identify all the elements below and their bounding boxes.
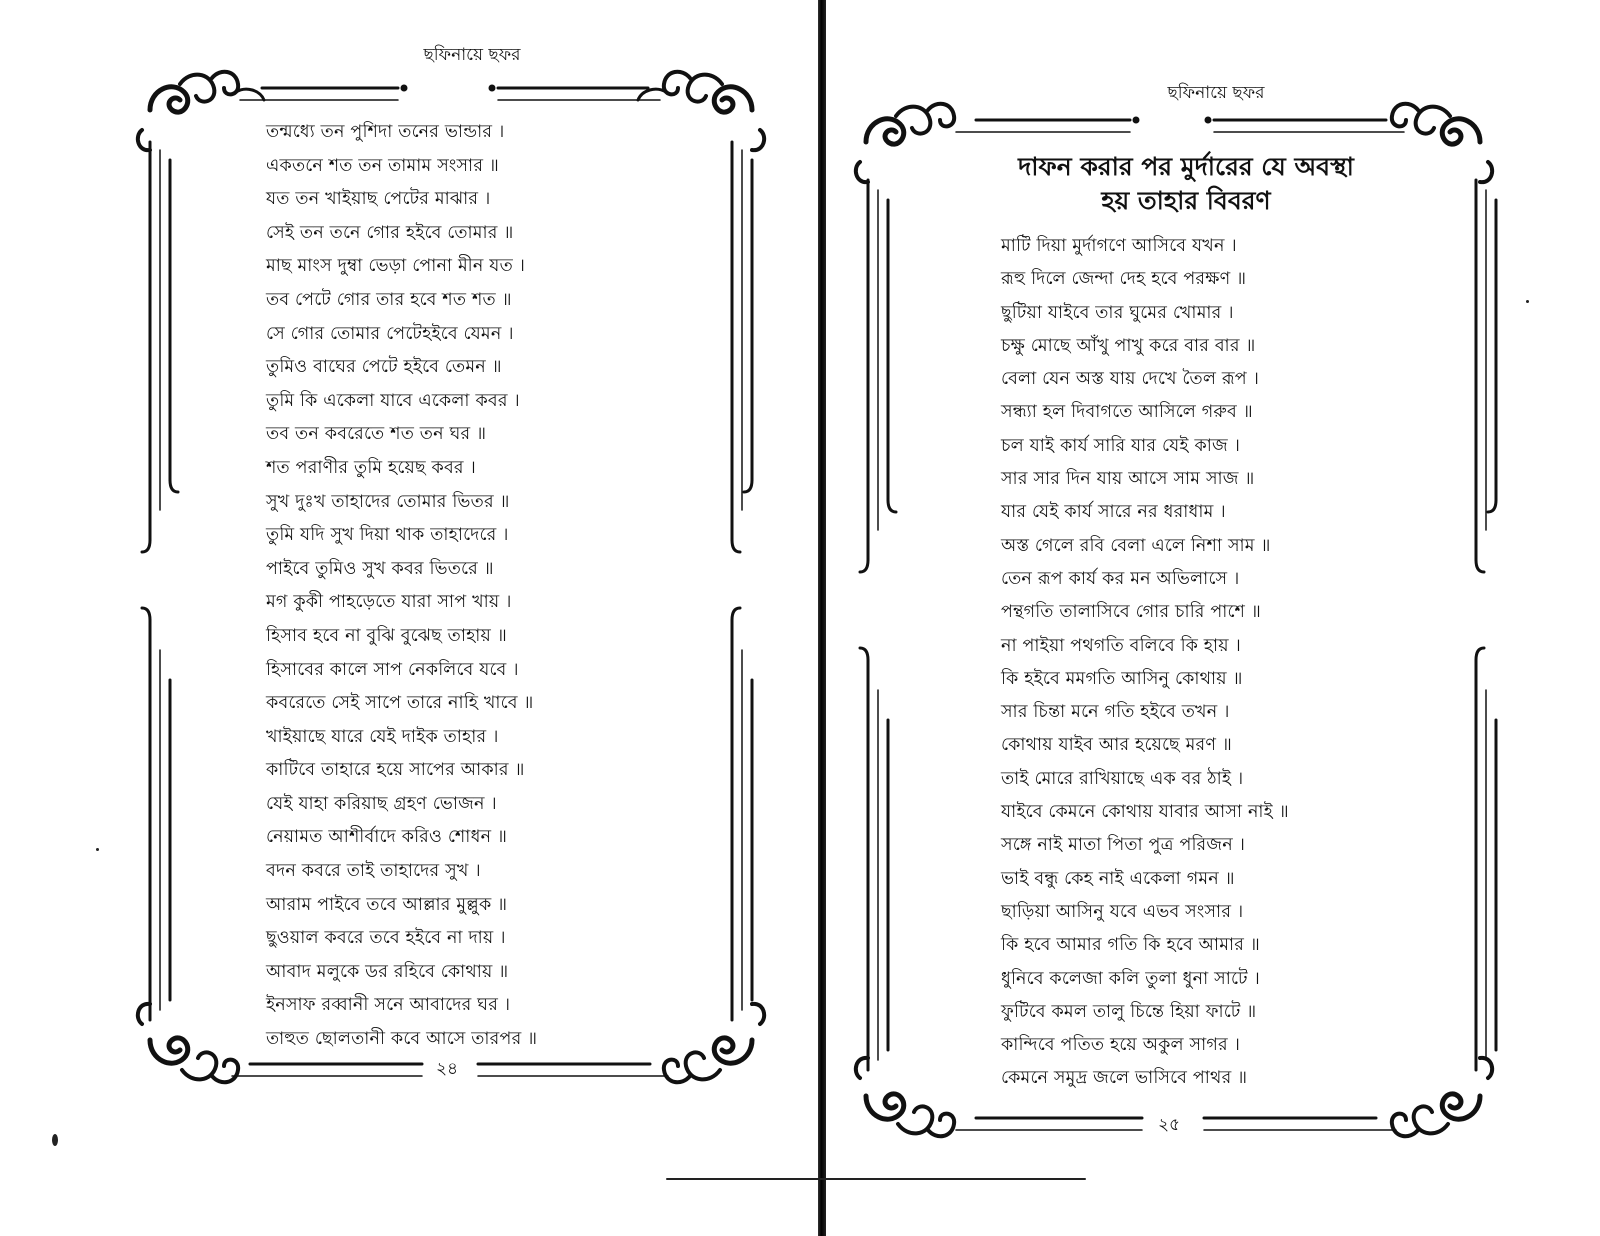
verse-line: তুমি যদি সুখ দিয়া থাক তাহাদেরে । — [266, 525, 509, 546]
running-head: ছফিনায়ে ছফর — [423, 45, 521, 65]
book-gutter — [818, 0, 826, 1236]
verse-line: রূহু দিলে জেন্দা দেহ হবে পরক্ষণ ॥ — [1001, 269, 1247, 290]
verse-line: সেই তন তনে গোর হইবে তোমার ॥ — [266, 222, 514, 243]
verse-line: পন্থগতি তালাসিবে গোর চারি পাশে ॥ — [1001, 602, 1261, 623]
scan-speck — [666, 1178, 1086, 1180]
verse-line: পাইবে তুমিও সুখ কবর ভিতরে ॥ — [266, 558, 494, 579]
verse-line: অস্ত গেলে রবি বেলা এলে নিশা সাম ॥ — [1001, 535, 1271, 556]
verse-line: মগ কুকী পাহড়েতে যারা সাপ খায় । — [266, 592, 512, 613]
verse-line: তুমিও বাঘের পেটে হইবে তেমন ॥ — [266, 357, 502, 378]
verse-line: তব তন কবরেতে শত তন ঘর ॥ — [266, 424, 487, 445]
verse-line: নেয়ামত আশীর্বাদে করিও শোধন ॥ — [266, 827, 508, 848]
verse-line: ভাই বন্ধু কেহ নাই একেলা গমন ॥ — [1001, 868, 1235, 889]
verse-list — [266, 116, 537, 1057]
verse-line: সার চিন্তা মনে গতি হইবে তখন । — [1001, 702, 1230, 723]
verse-line: ছাড়িয়া আসিনু যবে এভব সংসার । — [1001, 901, 1244, 922]
verse-line: সে গোর তোমার পেটেহইবে যেমন । — [266, 323, 514, 344]
verse-line: তুমি কি একেলা যাবে একেলা কবর । — [266, 390, 520, 411]
verse-list — [1001, 230, 1289, 1096]
running-head: ছফিনায়ে ছফর — [1167, 83, 1265, 103]
verse-line: সন্ধ্যা হল দিবাগতে আসিলে গরুব ॥ — [1001, 402, 1253, 423]
verse-line: বদন কবরে তাই তাহাদের সুখ । — [266, 861, 481, 882]
verse-line: যার যেই কার্য সারে নর ধরাধাম । — [1001, 502, 1226, 523]
verse-line: যাইবে কেমনে কোথায় যাবার আসা নাই ॥ — [1001, 802, 1289, 823]
verse-line: কবরেতে সেই সাপে তারে নাহি খাবে ॥ — [266, 693, 534, 714]
verse-line: মাটি দিয়া মুর্দাগণে আসিবে যখন । — [1001, 236, 1237, 256]
verse-line: হিসাবের কালে সাপ নেকলিবে যবে । — [266, 659, 519, 680]
verse-line: ছুটিয়া যাইবে তার ঘুমের খোমার । — [1001, 302, 1234, 323]
scan-speck — [1526, 300, 1529, 303]
verse-line: কোথায় যাইব আর হয়েছে মরণ ॥ — [1001, 735, 1232, 756]
verse-line: একতনে শত তন তামাম সংসার ॥ — [266, 155, 500, 176]
verse-line: সুখ দুঃখ তাহাদের তোমার ভিতর ॥ — [266, 491, 510, 512]
verse-line: চল যাই কার্য সারি যার যেই কাজ । — [1001, 435, 1241, 456]
verse-line: যত তন খাইয়াছ পেটের মাঝার । — [266, 189, 491, 210]
verse-line: ছুওয়াল কবরে তবে হইবে না দায় । — [266, 928, 506, 949]
verse-line: কি হবে আমার গতি কি হবে আমার ॥ — [1001, 935, 1260, 956]
verse-line: সার সার দিন যায় আসে সাম সাজ ॥ — [1001, 469, 1255, 490]
verse-line: কাটিবে তাহারে হয়ে সাপের আকার ॥ — [266, 760, 525, 781]
section-heading — [926, 150, 1446, 218]
section-heading-line: হয় তাহার বিবরণ — [1101, 186, 1271, 215]
verse-line: সঙ্গে নাই মাতা পিতা পুত্র পরিজন । — [1001, 835, 1246, 856]
scan-speck — [52, 1134, 58, 1146]
verse-line: মাছ মাংস দুম্বা ভেড়া পোনা মীন যত । — [266, 256, 526, 277]
verse-line: হিসাব হবে না বুঝি বুঝেছ তাহায় ॥ — [266, 625, 507, 646]
page-number: ২৫ — [1152, 1112, 1186, 1140]
verse-line: তন্মধ্যে তন পুশিদা তনের ভান্ডার । — [266, 122, 505, 142]
verse-line: আরাম পাইবে তবে আল্লার মুল্লুক ॥ — [266, 894, 508, 915]
verse-line: ধুনিবে কলেজা কলি তুলা ধুনা সাটে । — [1001, 968, 1260, 989]
verse-line: তাহুত ছোলতানী কবে আসে তারপর ॥ — [266, 1029, 538, 1050]
verse-line: তেন রূপ কার্য কর মন অভিলাসে । — [1001, 568, 1240, 589]
verse-line: তব পেটে গোর তার হবে শত শত ॥ — [266, 289, 512, 310]
verse-line: কেমনে সমুদ্র জলে ভাসিবে পাথর ॥ — [1001, 1068, 1248, 1089]
verse-line: আবাদ মলুকে ডর রহিবে কোথায় ॥ — [266, 961, 509, 982]
verse-line: তাই মোরে রাখিয়াছে এক বর ঠাই । — [1001, 768, 1244, 789]
verse-line: খাইয়াছে যারে যেই দাইক তাহার । — [266, 726, 499, 747]
scan-speck — [96, 848, 99, 851]
verse-line: না পাইয়া পথগতি বলিবে কি হায় । — [1001, 635, 1241, 656]
verse-line: বেলা যেন অস্ত যায় দেখে তৈল রূপ । — [1001, 369, 1260, 390]
verse-line: ইনসাফ রব্বানী সনে আবাদের ঘর । — [266, 995, 511, 1016]
verse-line: ফুটিবে কমল তালু চিন্তে হিয়া ফাটে ॥ — [1001, 1001, 1257, 1022]
verse-line: শত পরাণীর তুমি হয়েছ কবর । — [266, 457, 476, 478]
verse-line: কান্দিবে পতিত হয়ে অকুল সাগর । — [1001, 1035, 1241, 1056]
section-heading-line: দাফন করার পর মুর্দারের যে অবস্থা — [1018, 152, 1354, 181]
verse-line: কি হইবে মমগতি আসিনু কোথায় ॥ — [1001, 668, 1243, 689]
verse-line: চক্ষু মোছে আঁখু পাখু করে বার বার ॥ — [1001, 335, 1256, 356]
page-number: ২৪ — [430, 1056, 464, 1084]
verse-line: যেই যাহা করিয়াছ গ্রহণ ভোজন । — [266, 793, 497, 814]
right-page — [826, 0, 1600, 1236]
